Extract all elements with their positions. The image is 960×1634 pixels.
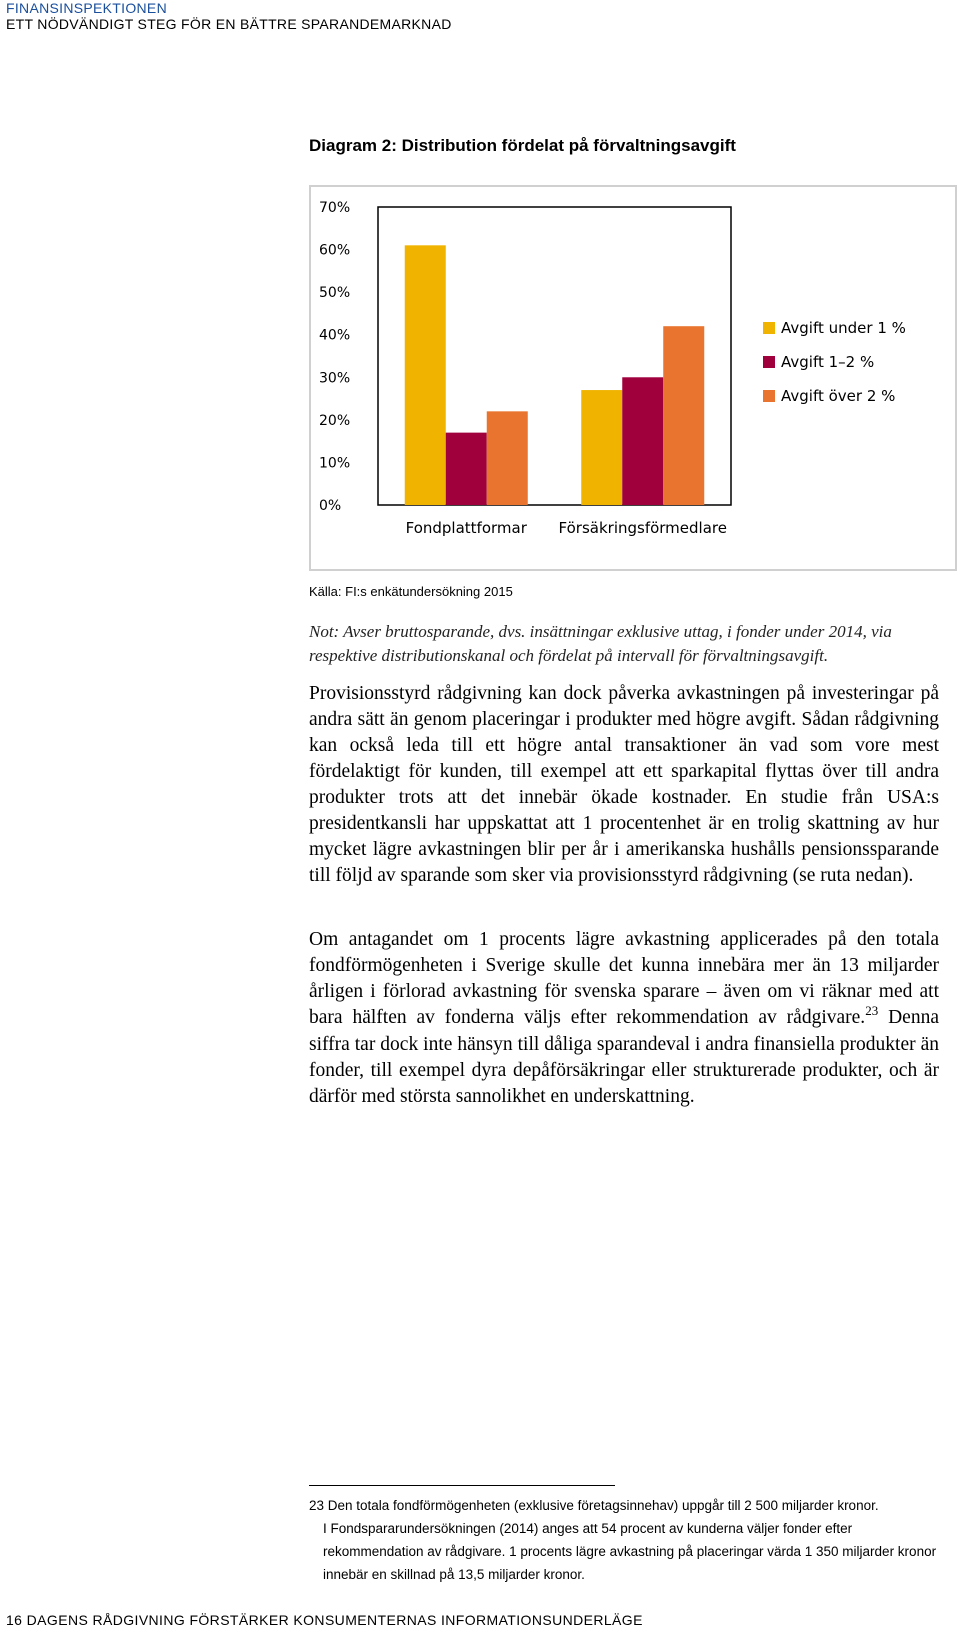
page-footer: 16 DAGENS RÅDGIVNING FÖRSTÄRKER KONSUMENTERNAS INFORMATIONSUNDERLÄGE [6,1612,643,1628]
legend-swatch [763,322,775,334]
footnote-divider [309,1485,615,1486]
y-tick-label: 40% [319,327,351,344]
bar [405,245,446,505]
bar [663,326,704,505]
footnote [309,1494,949,1586]
y-tick-label: 10% [319,455,351,472]
y-tick-label: 50% [319,285,351,302]
x-category-label: Fondplattformar [405,519,527,537]
bar [487,411,528,505]
y-tick-label: 20% [319,412,351,429]
figure-source: Källa: FI:s enkätundersökning 2015 [309,584,513,599]
legend-label: Avgift över 2 % [781,387,896,405]
legend-swatch [763,390,775,402]
legend-label: Avgift under 1 % [781,319,906,337]
figure-title: Diagram 2: Distribution fördelat på förvaltningsavgift [309,136,736,155]
chart-container [309,185,957,571]
y-tick-label: 30% [319,370,351,387]
legend-label: Avgift 1–2 % [781,353,875,371]
header-org: FINANSINSPEKTIONEN [6,0,167,16]
figure-note: Not: Avser bruttosparande, dvs. insättningar exklusive uttag, i fonder under 2014, via respektive distributionskanal och fördelat på intervall för förvaltningsavgift. [309,622,892,665]
y-tick-label: 70% [319,200,351,216]
body-paragraph-1: Provisionsstyrd rådgivning kan dock påverka avkastningen på investeringar på andra sätt än genom placeringar i produkter med högre avgift. Sådan rådgivning kan också leda till ett högre antal transaktioner än vad som vore mest fördelaktigt för kunden, till exempel att ett sparkapital flyttas över till andra produkter trots att det innebär ökade kostnader. En studie från USA:s presidentkansli har uppskattat att 1 procentenhet är en trolig skattning av hur mycket lägre avkastningen blir per år i amerikanska hushålls pensionssparande till följd av sparande som sker via provisionsstyrd rådgivning (se ruta nedan). [309,683,939,886]
bar-chart [311,187,955,569]
footnote-line-2: I Fondspararundersökningen (2014) anges att 54 procent av kunderna väljer fonder efter rekommendation av rådgivare. 1 procents lägre avkastning på placeringar värda 1 350 miljarder kronor innebär en skillnad på 13,5 miljarder kronor. [323,1521,937,1582]
bar [581,390,622,505]
body-paragraph-2-part-a: Om antagandet om 1 procents lägre avkastning applicerades på den totala fondförmögenheten i Sverige skulle det kunna innebära mer än 13 miljarder årligen i förlorad avkastning för svenska sparare – även om vi räknar med att bara hälften av fonderna väljs efter rekommendation av rådgivare. [309,929,939,1028]
x-category-label: Försäkringsförmedlare [558,519,727,537]
header-subtitle: ETT NÖDVÄNDIGT STEG FÖR EN BÄTTRE SPARANDEMARKNAD [6,16,452,32]
bar [622,377,663,505]
footnote-ref[interactable]: 23 [865,1003,879,1018]
body-paragraph-2-part-b: Denna siffra tar dock inte hänsyn till dåliga sparandeval i andra finansiella produkter än fonder, till exempel dyra depåförsäkringar eller strukturerade produkter, och är därför med största sannolikhet en underskattning. [309,1007,939,1107]
legend-swatch [763,356,775,368]
body-paragraph-2 [309,927,939,1110]
y-tick-label: 60% [319,242,351,259]
footnote-line-1: 23 Den totala fondförmögenheten (exklusive företagsinnehav) uppgår till 2 500 miljarder kronor. [309,1498,879,1513]
y-tick-label: 0% [319,498,342,514]
bar [446,433,487,505]
